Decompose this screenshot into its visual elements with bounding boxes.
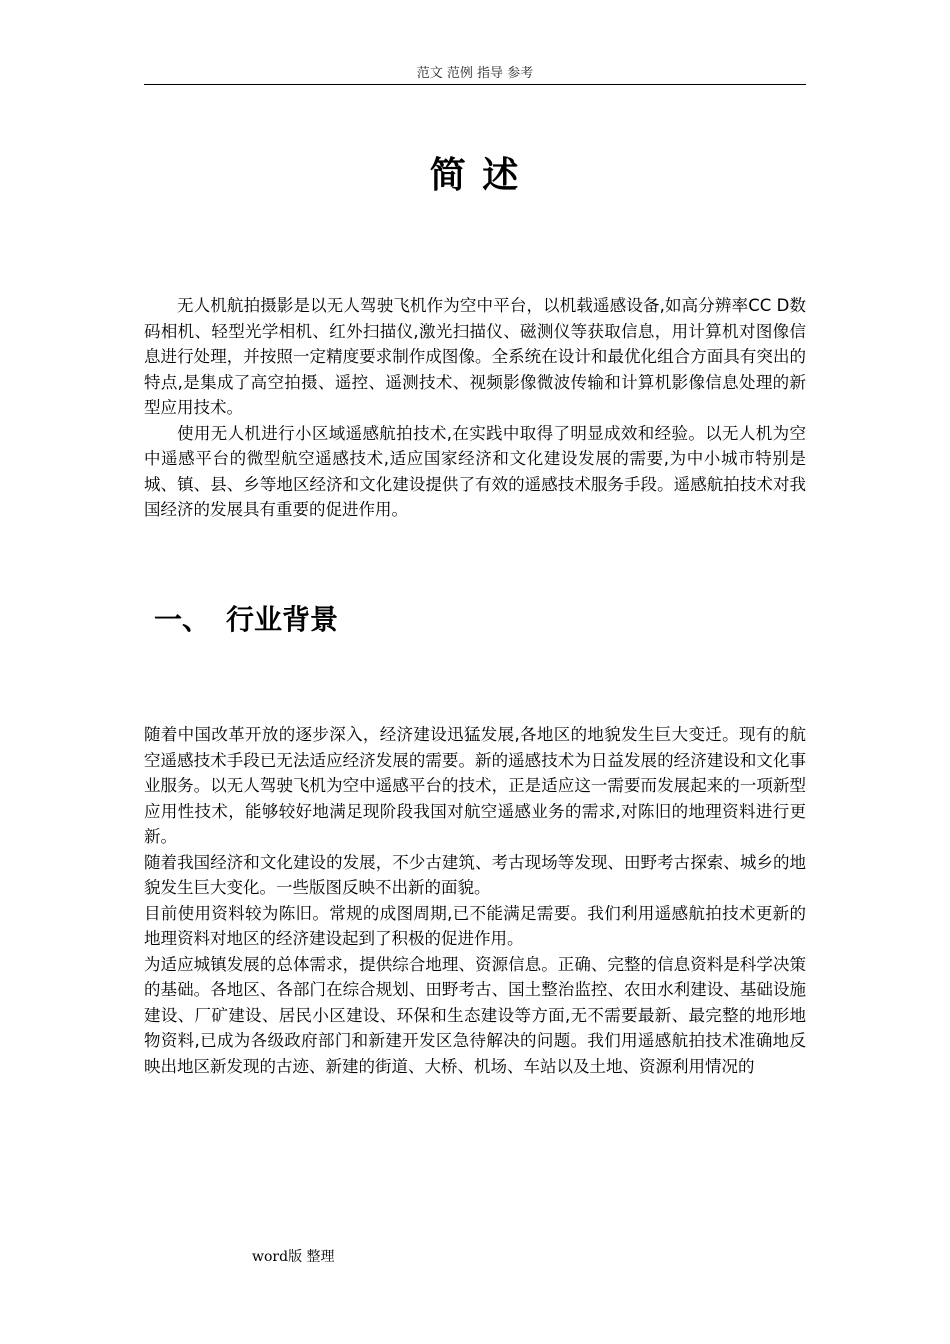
abstract-section: [144, 293, 806, 523]
section-body: [144, 722, 806, 1079]
page-header-text: 范文 范例 指导 参考: [416, 66, 534, 81]
page-footer-text: word版 整理: [252, 1249, 335, 1265]
page-footer: [252, 1247, 335, 1267]
abstract-paragraph: 使用无人机进行小区域遥感航拍技术,在实践中取得了明显成效和经验。以无人机为空中遥感平台的微型航空遥感技术,适应国家经济和文化建设发展的需要,为中小城市特别是城、镇、县、乡等地区经济和文化建设提供了有效的遥感技术服务手段。遥感航拍技术对我国经济的发展具有重要的促进作用。: [144, 423, 806, 519]
abstract-paragraph: 无人机航拍摄影是以无人驾驶飞机作为空中平台，以机载遥感设备,如高分辨率CC D数码相机、轻型光学相机、红外扫描仪,激光扫描仪、磁测仪等获取信息，用计算机对图像信息进行处理，并按照一定精度要求制作成图像。全系统在设计和最优化组合方面具有突出的特点,是集成了高空拍摄、遥控、遥测技术、视频影像微波传输和计算机影像信息处理的新型应用技术。: [144, 296, 806, 417]
body-paragraph: 随着我国经济和文化建设的发展，不少古建筑、考古现场等发现、田野考古探索、城乡的地貌发生巨大变化。一些版图反映不出新的面貌。: [144, 852, 806, 897]
section-number: 一、: [154, 603, 211, 636]
document-title: 简 述: [429, 155, 521, 196]
body-paragraph: 为适应城镇发展的总体需求，提供综合地理、资源信息。正确、完整的信息资料是科学决策的基础。各地区、各部门在综合规划、田野考古、国土整治监控、农田水利建设、基础设施建设、厂矿建设、居民小区建设、环保和生态建设等方面,无不需要最新、最完整的地形地物资料,已成为各级政府部门和新建开发区急待解决的问题。我们用遥感航拍技术准确地反映出地区新发现的古迹、新建的街道、大桥、机场、车站以及土地、资源利用情况的: [144, 954, 806, 1076]
body-paragraph: 随着中国改革开放的逐步深入，经济建设迅猛发展,各地区的地貌发生巨大变迁。现有的航空遥感技术手段已无法适应经济发展的需要。新的遥感技术为日益发展的经济建设和文化事业服务。以无人驾驶飞机为空中遥感平台的技术，正是适应这一需要而发展起来的一项新型应用性技术，能够较好地满足现阶段我国对航空遥感业务的需求,对陈旧的地理资料进行更新。: [144, 725, 806, 846]
section-title: 行业背景: [226, 603, 339, 636]
section-heading: [154, 598, 338, 642]
body-paragraph: 目前使用资料较为陈旧。常规的成图周期,已不能满足需要。我们利用遥感航拍技术更新的地理资料对地区的经济建设起到了积极的促进作用。: [144, 903, 806, 948]
page-header: [144, 64, 806, 85]
